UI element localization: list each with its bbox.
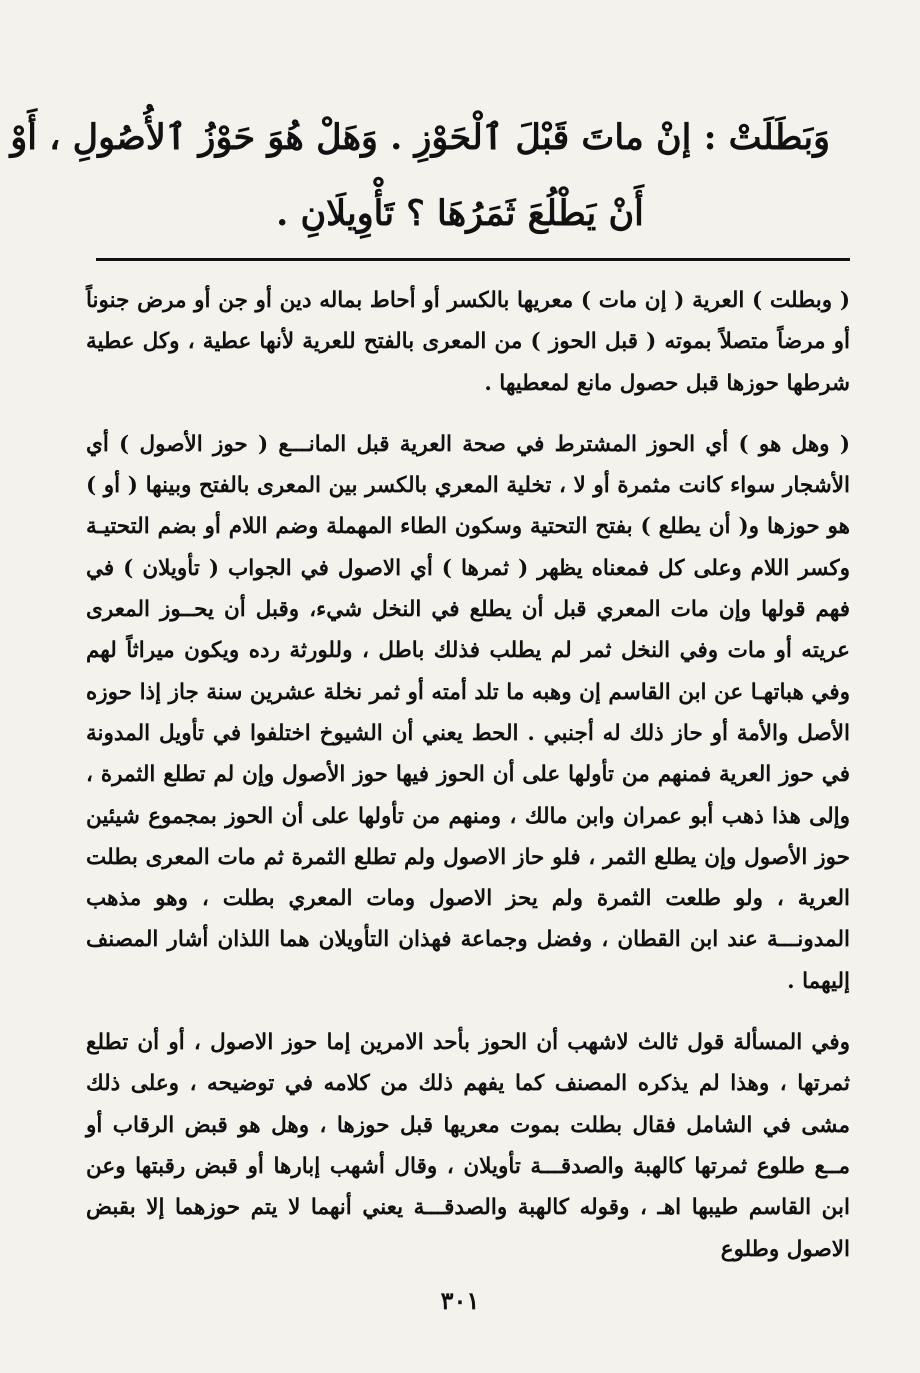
main-text-line-1: وَبَطَلَتْ : إنْ ماتَ قَبْلَ ٱلْحَوْزِ . وَهَلْ هُوَ حَوْزُ ٱلأُصُولِ ، أَوْ bbox=[10, 117, 830, 158]
commentary bbox=[86, 280, 850, 1290]
commentary-paragraph-1: ( وبطلت ) العرية ( إن مات ) معريها بالكسر أو أحاط بماله دين أو جن أو مرض جنوناً أو مرضاً متصلاً بموته ( قبل الحوز ) من المعرى بالفتح للعرية لأنها عطية ، وكل عطية شرطها حوزها قبل حصول مانع لمعطيها . bbox=[86, 288, 850, 396]
commentary-paragraph-3: وفي المسألة قول ثالث لاشهب أن الحوز بأحد الامرين إما حوز الاصول ، أو أن تطلع ثمرتها ، وهذا لم يذكره المصنف كما يفهم ذلك من كلامه في توضيحه ، وعلى ذلك مشى في الشامل فقال بطلت بموت معريها قبل حوزها ، وهل هو قبض الرقاب أو مــع طلوع ثمرتها كالهبة والصدقـــة تأويلان ، وقال أشهب إبارها أو قبض رقبتها وعن ابن القاسم طيبها اهـ ، وقوله كالهبة والصدقـــة يعني أنهما لا يتم حوزهما إلا بقبض الاصول وطلوع bbox=[86, 1030, 850, 1262]
separator-rule bbox=[96, 258, 850, 261]
main-text-line-2: أَنْ يَطْلُعَ ثَمَرُهَا ؟ تَأْوِيلَانِ . bbox=[276, 193, 644, 234]
commentary-paragraph-2: ( وهل هو ) أي الحوز المشترط في صحة العرية قبل المانـــع ( حوز الأصول ) أي الأشجار سواء كانت مثمرة أو لا ، تخلية المعري بالكسر بين المعرى بالفتح وبينها ( أو ) هو حوزها و( أن يطلع ) بفتح التحتية وسكون الطاء المهملة وضم اللام أو بضم التحتيـة وكسر اللام وعلى كل فمعناه يظهر ( ثمرها ) أي الاصول في الجواب ( تأويلان ) في فهم قولها وإن مات المعري قبل أن يطلع في النخل شيء، وقبل أن يحــوز المعرى عريته أو مات وفي النخل ثمر لم يطلب فذلك باطل ، وللورثة رده ويكون ميراثاً لهم وفي هباتهـا عن ابن القاسم إن وهبه ما تلد أمته أو ثمر نخلة عشرين سنة جاز إذا حوزه الأصل والأمة أو حاز ذلك له أجنبي . الحط يعني أن الشيوخ اختلفوا في تأويل المدونة في حوز العرية فمنهم من تأولها على أن الحوز فيها حوز الأصول وإن لم تطلع الثمرة ، وإلى هذا ذهب أبو عمران وابن مالك ، ومنهم من تأولها على أن الحوز بمجموع شيئين حوز الأصول وإن يطلع الثمر ، فلو حاز الاصول ولم تطلع الثمرة ثم مات المعرى بطلت العرية ، ولو طلعت الثمرة ولم يحز الاصول ومات المعري بطلت ، وهو مذهب المدونـــة عند ابن القطان ، وفضل وجماعة فهذان التأويلان هما اللذان أشار المصنف إليهما . bbox=[86, 431, 850, 994]
main-text bbox=[10, 100, 830, 252]
page-number: ٣٠١ bbox=[440, 1286, 480, 1315]
